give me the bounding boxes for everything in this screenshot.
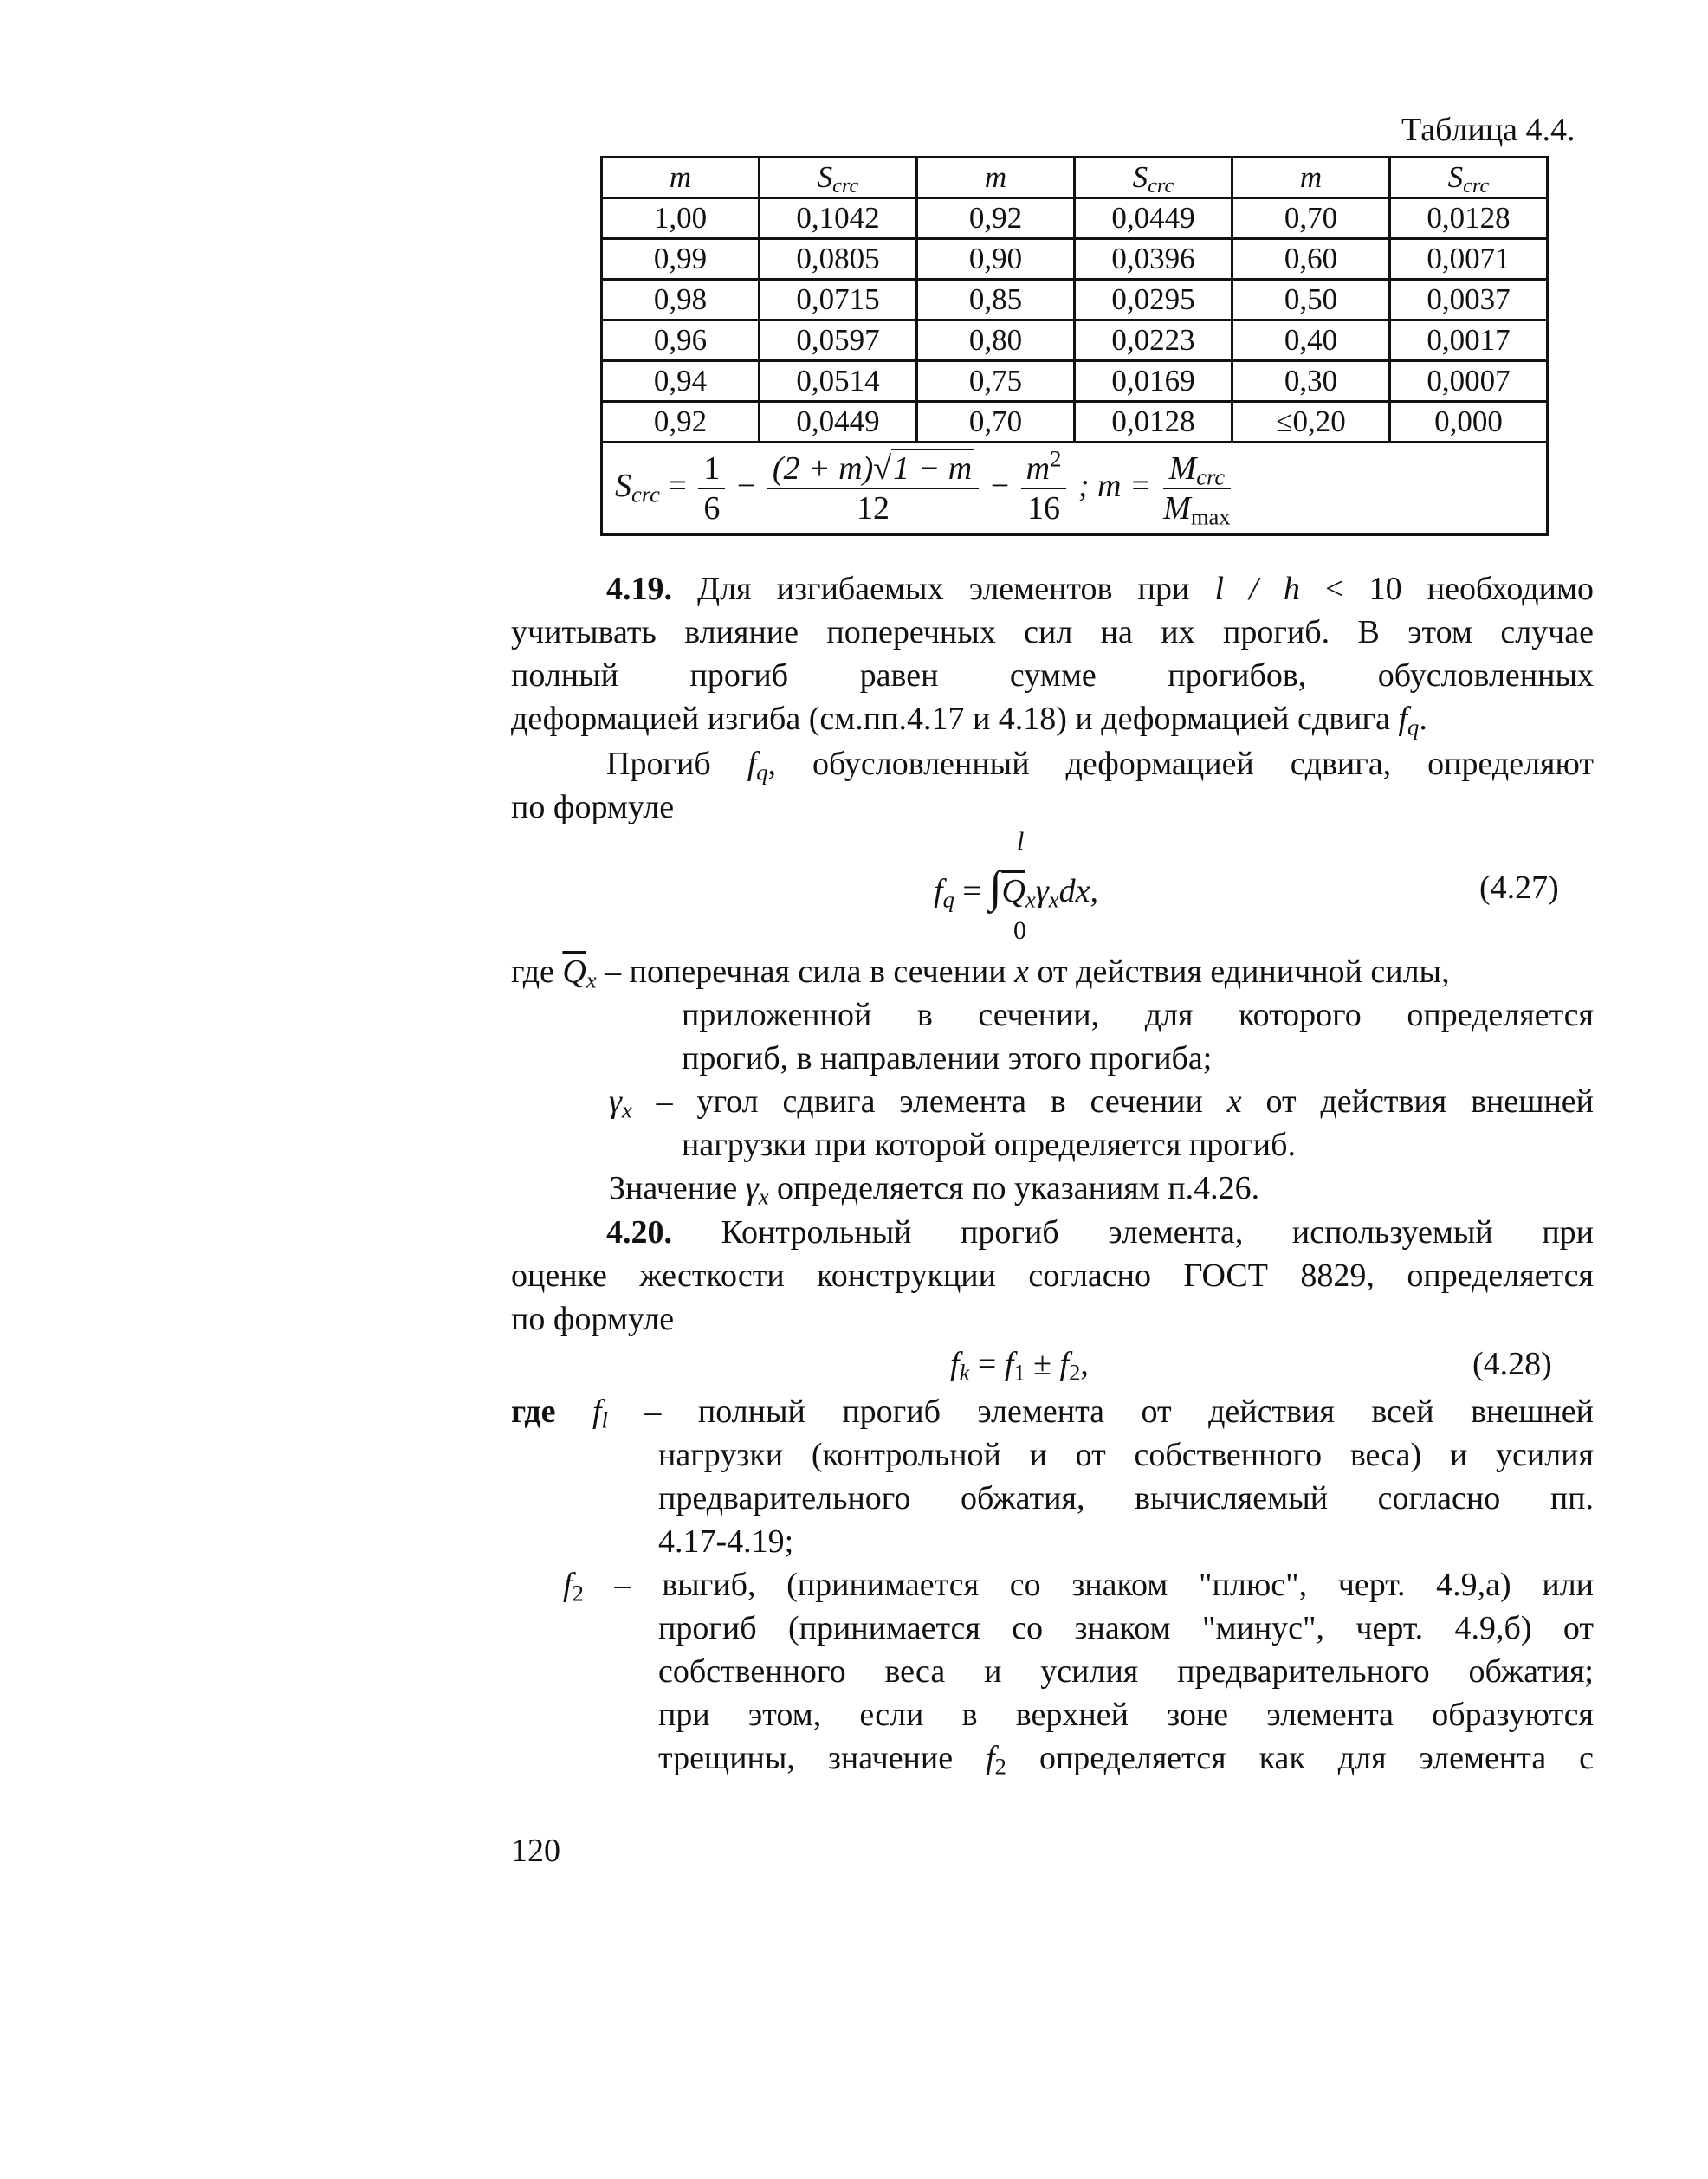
where-q-line: прогиб, в направлении этого прогиба; bbox=[682, 1040, 1213, 1077]
where-q-line: приложенной в сечении, для которого определяется bbox=[682, 997, 1594, 1033]
table-cell: 0,0128 bbox=[1390, 198, 1548, 239]
table-cell: 0,30 bbox=[1232, 361, 1390, 402]
para-line: Значение $\gamma_x$ определяется по указаниям п.4.26. bbox=[609, 1170, 1260, 1210]
header-m: m bbox=[1232, 158, 1390, 198]
para-line: по формуле bbox=[511, 789, 675, 825]
equation-4-28: $f_k = f_1 \pm f_2$, bbox=[950, 1346, 1089, 1386]
table-cell: 0,96 bbox=[602, 320, 760, 361]
equation-4-27: $f_q = \int\overline{Q}_x\gamma_xdx$, bbox=[934, 863, 1098, 913]
where-f1-line: где $f_l$ – полный прогиб элемента от действия всей внешней bbox=[511, 1393, 1595, 1433]
table-cell: 0,60 bbox=[1232, 239, 1390, 280]
table-cell: 0,0017 bbox=[1390, 320, 1548, 361]
s-crc-formula: $S_{crc}$ = $\frac{1}{6}$ − $\frac{(2 + m)√1 - m}{12}$ − $\frac{m^2}{16}$ ; m = $\frac{M_{crc}}{M_{max}}$ bbox=[602, 443, 1548, 535]
table-row bbox=[602, 198, 1548, 239]
table-cell: ≤0,20 bbox=[1232, 402, 1390, 443]
integral-upper-limit: l bbox=[1017, 827, 1025, 856]
where-f1-line: нагрузки (контрольной и от собственного веса) и усилия bbox=[658, 1437, 1594, 1473]
table-cell: 0,85 bbox=[917, 280, 1075, 320]
table-formula-row bbox=[602, 443, 1548, 535]
table-cell: 0,99 bbox=[602, 239, 760, 280]
table-cell: 0,70 bbox=[1232, 198, 1390, 239]
where-gamma-line: нагрузки при которой определяется прогиб. bbox=[682, 1127, 1296, 1163]
equation-number: (4.28) bbox=[1472, 1346, 1552, 1382]
table-cell: 0,94 bbox=[602, 361, 760, 402]
table-cell: 0,0514 bbox=[760, 361, 917, 402]
fraction: $\frac{M_{crc}}{M_{max}}$ bbox=[1163, 450, 1231, 530]
where-f2-line: прогиб (принимается со знаком "минус", черт. 4.9,б) от bbox=[658, 1610, 1594, 1646]
table-cell: 0,0169 bbox=[1075, 361, 1232, 402]
table-cell: 0,98 bbox=[602, 280, 760, 320]
header-s-crc: $S_{crc}$ bbox=[1075, 158, 1232, 198]
table-cell: 0,0396 bbox=[1075, 239, 1232, 280]
equation-number: (4.27) bbox=[1479, 870, 1559, 906]
header-m: m bbox=[602, 158, 760, 198]
table-cell: 0,0805 bbox=[760, 239, 917, 280]
page-number: 120 bbox=[511, 1833, 560, 1869]
table-cell: 0,0037 bbox=[1390, 280, 1548, 320]
where-f2-line: собственного веса и усилия предварительного обжатия; bbox=[658, 1653, 1594, 1690]
para-4-19-line: деформацией изгиба (см.пп.4.17 и 4.18) и деформацией сдвига $f_q$. bbox=[511, 701, 1427, 740]
table-caption: Таблица 4.4. bbox=[1401, 112, 1575, 148]
section-number: 4.20. bbox=[606, 1214, 672, 1251]
table-header-row bbox=[602, 158, 1548, 198]
table-cell: 0,92 bbox=[917, 198, 1075, 239]
table-cell: 0,92 bbox=[602, 402, 760, 443]
fraction: $\frac{1}{6}$ bbox=[698, 449, 725, 527]
para-4-19-line: 4.19. Для изгибаемых элементов при l / h < 10 необходимо bbox=[606, 571, 1595, 607]
table-cell: 0,0449 bbox=[1075, 198, 1232, 239]
table-cell: 0,40 bbox=[1232, 320, 1390, 361]
table-cell: 0,0007 bbox=[1390, 361, 1548, 402]
para-line: Прогиб $f_q$, обусловленный деформацией сдвига, определяют bbox=[606, 746, 1595, 786]
table-row bbox=[602, 239, 1548, 280]
table-cell: 0,1042 bbox=[760, 198, 917, 239]
table-cell: 0,90 bbox=[917, 239, 1075, 280]
table-cell: 0,50 bbox=[1232, 280, 1390, 320]
where-f2-line: трещины, значение $f_2$ определяется как для элемента с bbox=[658, 1740, 1595, 1780]
table-row bbox=[602, 280, 1548, 320]
fraction: $\frac{m^2}{16}$ bbox=[1021, 449, 1067, 527]
header-s-crc: $S_{crc}$ bbox=[760, 158, 917, 198]
header-m: m bbox=[917, 158, 1075, 198]
where-f2-line: $f_2$ – выгиб, (принимается со знаком "плюс", черт. 4.9,а) или bbox=[563, 1567, 1595, 1607]
table-cell: 0,75 bbox=[917, 361, 1075, 402]
table-cell: 0,0715 bbox=[760, 280, 917, 320]
where-f1-line: предварительного обжатия, вычисляемый согласно пп. bbox=[658, 1480, 1594, 1516]
table-cell: 0,000 bbox=[1390, 402, 1548, 443]
header-s-crc: $S_{crc}$ bbox=[1390, 158, 1548, 198]
table-cell: 0,0295 bbox=[1075, 280, 1232, 320]
para-4-19-line: полный прогиб равен сумме прогибов, обусловленных bbox=[511, 657, 1594, 694]
where-gamma-line: $\gamma_x$ – угол сдвига элемента в сечении x от действия внешней bbox=[609, 1083, 1595, 1123]
table-row bbox=[602, 402, 1548, 443]
para-4-19-line: учитывать влияние поперечных сил на их прогиб. В этом случае bbox=[511, 614, 1594, 650]
table-cell: 1,00 bbox=[602, 198, 760, 239]
para-4-20-line: оценке жесткости конструкции согласно ГОСТ 8829, определяется bbox=[511, 1258, 1594, 1294]
where-f2-line: при этом, если в верхней зоне элемента образуются bbox=[658, 1697, 1594, 1733]
table-row bbox=[602, 320, 1548, 361]
table-row bbox=[602, 361, 1548, 402]
integral-lower-limit: 0 bbox=[1013, 916, 1026, 945]
table-cell: 0,0449 bbox=[760, 402, 917, 443]
table-cell: 0,0597 bbox=[760, 320, 917, 361]
table-cell: 0,0128 bbox=[1075, 402, 1232, 443]
table-cell: 0,70 bbox=[917, 402, 1075, 443]
table-cell: 0,80 bbox=[917, 320, 1075, 361]
table-cell: 0,0223 bbox=[1075, 320, 1232, 361]
fraction: $\frac{(2 + m)√1 - m}{12}$ bbox=[767, 449, 979, 527]
section-number: 4.19. bbox=[606, 571, 672, 607]
where-f1-line: 4.17-4.19; bbox=[658, 1523, 794, 1560]
para-4-20-line: 4.20. Контрольный прогиб элемента, используемый при bbox=[606, 1214, 1595, 1251]
table-4-4 bbox=[600, 156, 1549, 536]
para-4-20-line: по формуле bbox=[511, 1301, 675, 1337]
where-q-line: где $\overline{Q}_x$ – поперечная сила в сечении x от действия единичной силы, bbox=[511, 954, 1450, 993]
table-cell: 0,0071 bbox=[1390, 239, 1548, 280]
